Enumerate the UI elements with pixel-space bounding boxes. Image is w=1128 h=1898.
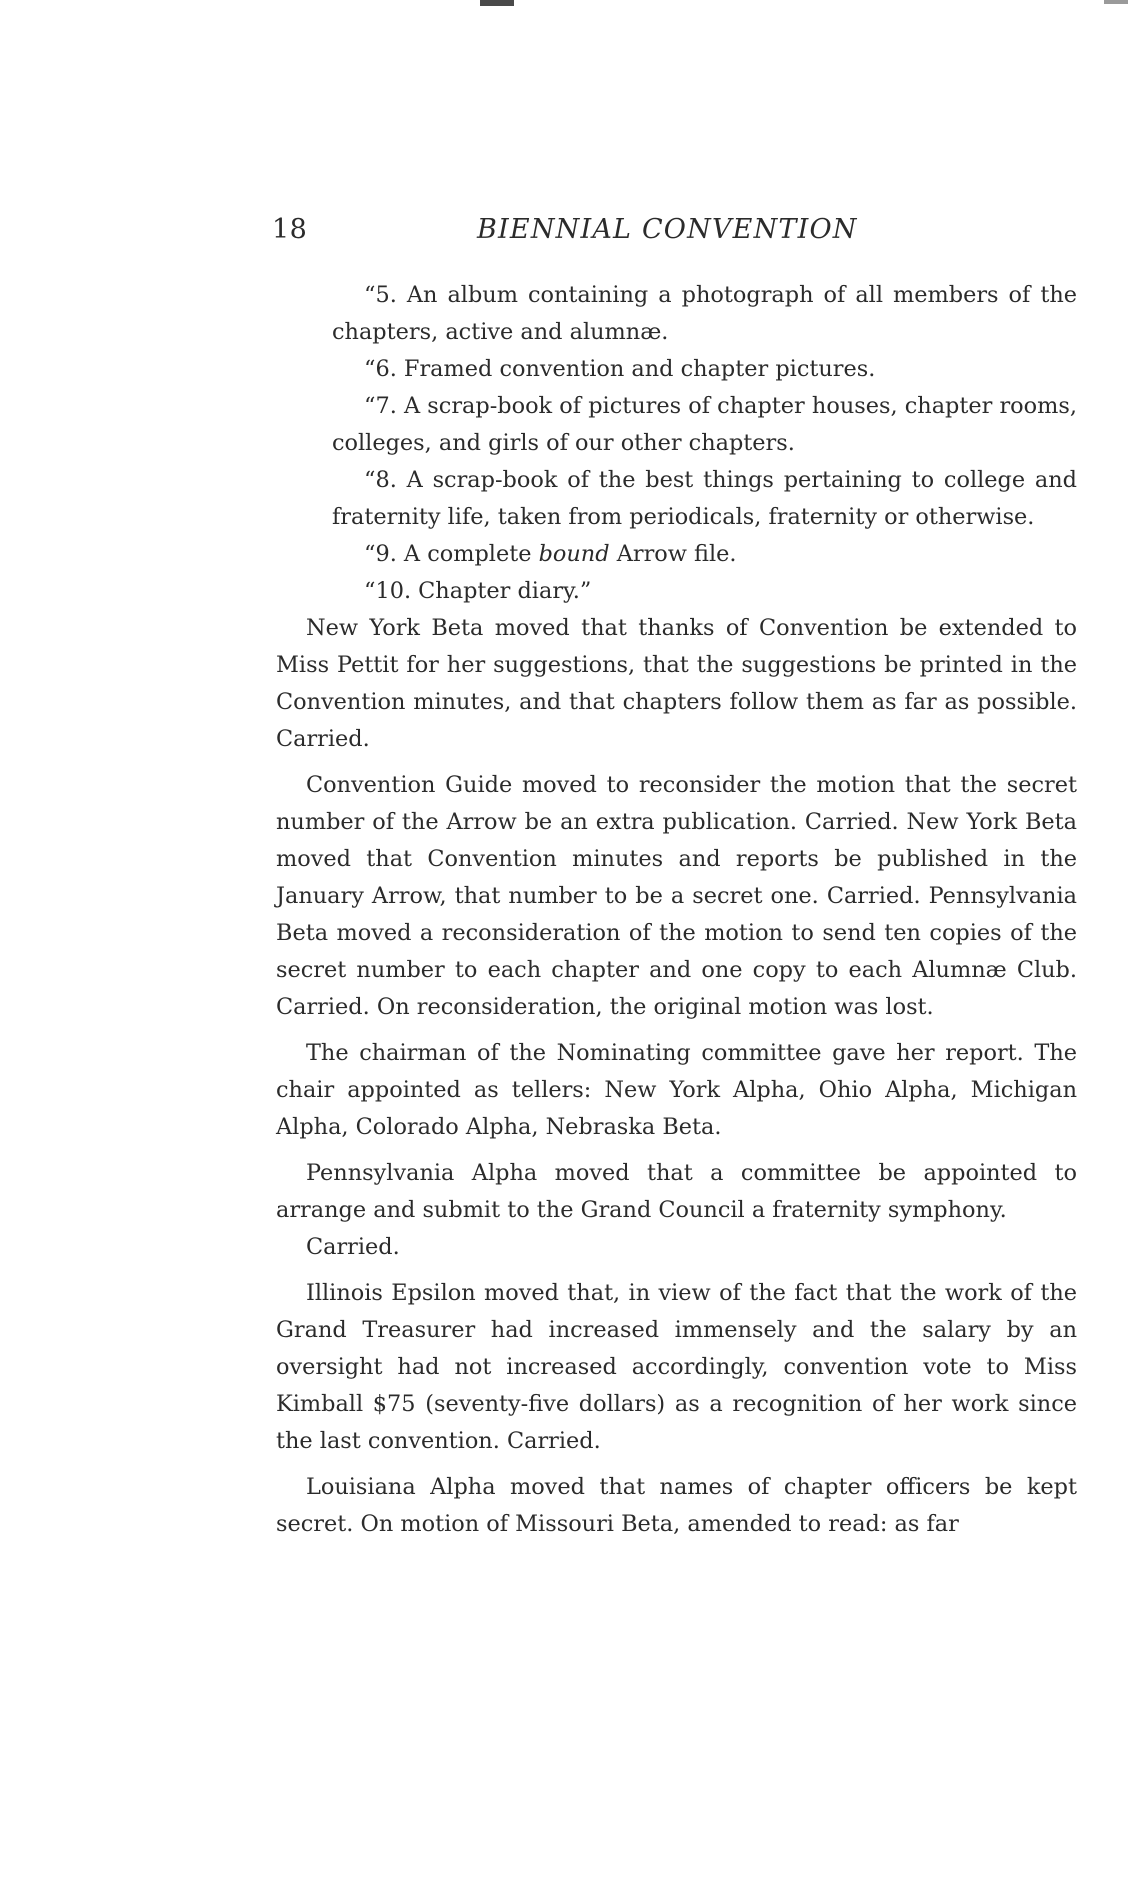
page-body xyxy=(276,277,1077,1543)
list-item xyxy=(276,536,1077,573)
paragraph: Convention Guide moved to reconsider the motion that the secret number of the Arrow be an extra publication. Carried. New York Beta moved that Convention minutes and reports be published in the January Arrow, that number to be a secret one. Carried. Pennsylvania Beta moved a reconsideration of the motion to send ten copies of the secret number to each chapter and one copy to each Alumnæ Club. Carried. On reconsideration, the original motion was lost. xyxy=(276,772,1077,1020)
list-item: “10. Chapter diary.” xyxy=(364,578,592,604)
list-item-text: Arrow file. xyxy=(609,541,737,567)
list-item: “5. An album containing a photograph of all members of the chapters, active and alumnæ. xyxy=(332,282,1077,345)
paragraph: Illinois Epsilon moved that, in view of the fact that the work of the Grand Treasurer had increased immensely and the salary by an oversight had not increased accordingly, convention vote to Miss Kimball $75 (seventy-five dollars) as a recognition of her work since the last convention. Carried. xyxy=(276,1280,1077,1454)
scan-mark xyxy=(1104,0,1128,4)
paragraph: Louisiana Alpha moved that names of chapter officers be kept secret. On motion of Missouri Beta, amended to read: as far xyxy=(276,1474,1077,1537)
paragraph: Carried. xyxy=(306,1234,400,1260)
scan-mark xyxy=(480,0,514,6)
paragraph: The chairman of the Nominating committee gave her report. The chair appointed as tellers: New York Alpha, Ohio Alpha, Michigan Alpha, Colorado Alpha, Nebraska Beta. xyxy=(276,1040,1077,1140)
running-head: BIENNIAL CONVENTION xyxy=(477,214,858,245)
list-item: “7. A scrap-book of pictures of chapter houses, chapter rooms, colleges, and girls of our other chapters. xyxy=(332,393,1077,456)
emphasized-word: bound xyxy=(538,541,610,567)
page-number: 18 xyxy=(272,214,308,245)
list-item-text: “9. A complete xyxy=(364,541,539,567)
list-item: “8. A scrap-book of the best things pertaining to college and fraternity life, taken from periodicals, fraternity or otherwise. xyxy=(332,467,1077,530)
paragraph: New York Beta moved that thanks of Convention be extended to Miss Pettit for her suggestions, that the suggestions be printed in the Convention minutes, and that chapters follow them as far as possible. Carried. xyxy=(276,615,1077,752)
list-item: “6. Framed convention and chapter pictures. xyxy=(364,356,876,382)
paragraph: Pennsylvania Alpha moved that a committee be appointed to arrange and submit to the Grand Council a fraternity symphony. xyxy=(276,1160,1077,1223)
